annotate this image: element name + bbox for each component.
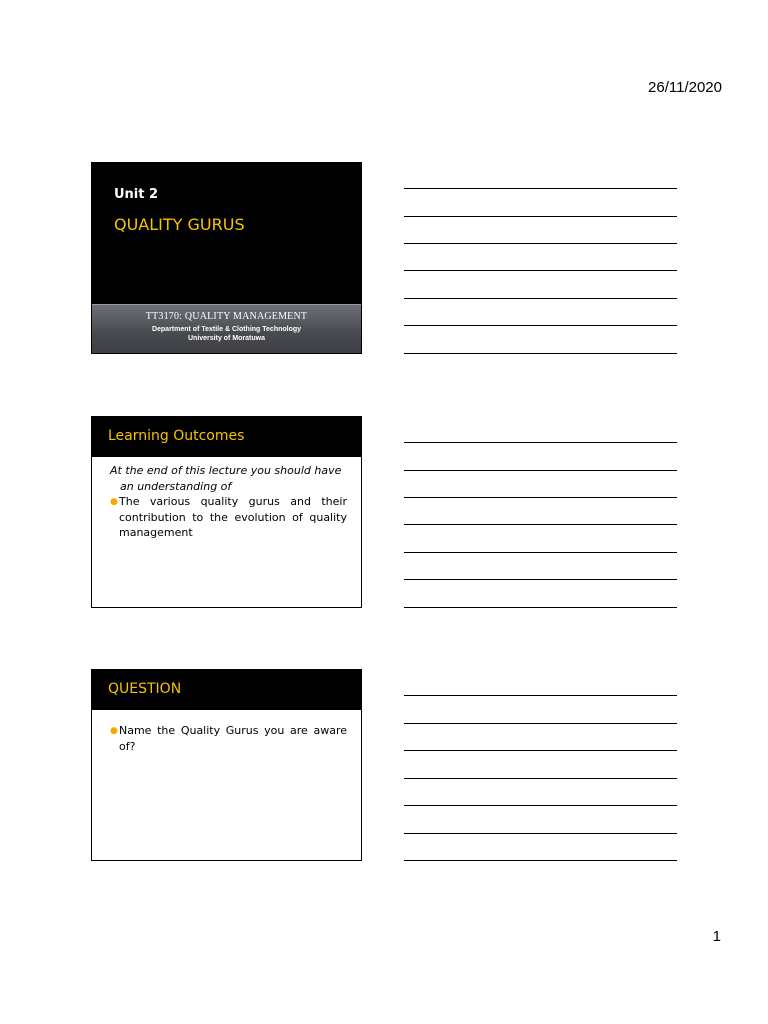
department-name: Department of Textile & Clothing Technology: [151, 326, 302, 333]
slide-heading: QUESTION: [108, 681, 182, 697]
slide-heading: Learning Outcomes: [108, 428, 245, 444]
slide-title: [91, 162, 362, 354]
note-line: [404, 723, 677, 724]
slide-title-text: QUALITY GURUS: [114, 215, 245, 234]
slide-question: [91, 669, 362, 861]
note-line: [404, 607, 677, 608]
slide-header: [92, 670, 361, 710]
bullet-text: Name the Quality Gurus you are aware of?: [119, 724, 347, 753]
note-line: [404, 470, 677, 471]
note-line: [404, 579, 677, 580]
note-line: [404, 750, 677, 751]
note-line: [404, 805, 677, 806]
note-line: [404, 243, 677, 244]
slide-unit-label: Unit 2: [114, 187, 159, 202]
note-line: [404, 188, 677, 189]
bullet-icon: ●: [110, 726, 118, 736]
university-name: University of Moratuwa: [187, 335, 265, 342]
note-line: [404, 442, 677, 443]
intro-line-1: At the end of this lecture you should have: [110, 464, 342, 477]
note-line: [404, 298, 677, 299]
note-line: [404, 833, 677, 834]
course-name: TT3170: QUALITY MANAGEMENT: [145, 311, 308, 322]
bullet-icon: ●: [110, 497, 118, 507]
note-line: [404, 325, 677, 326]
note-line: [404, 216, 677, 217]
intro-text: [110, 463, 347, 494]
page-date: 26/11/2020: [648, 79, 722, 96]
bullet-item: [110, 494, 347, 541]
slide-learning-outcomes: [91, 416, 362, 608]
slide-footer: [92, 304, 361, 353]
note-line: [404, 695, 677, 696]
slide-header: [92, 417, 361, 457]
page-number: 1: [712, 928, 721, 945]
slide-body: [92, 457, 361, 541]
note-line: [404, 552, 677, 553]
slide-body: [92, 710, 361, 754]
note-line: [404, 353, 677, 354]
intro-line-2: an understanding of: [120, 479, 232, 493]
note-line: [404, 860, 677, 861]
note-line: [404, 497, 677, 498]
bullet-text: The various quality gurus and their contribution to the evolution of quality management: [119, 495, 347, 539]
note-line: [404, 778, 677, 779]
note-line: [404, 270, 677, 271]
bullet-item: [110, 723, 347, 754]
note-line: [404, 524, 677, 525]
